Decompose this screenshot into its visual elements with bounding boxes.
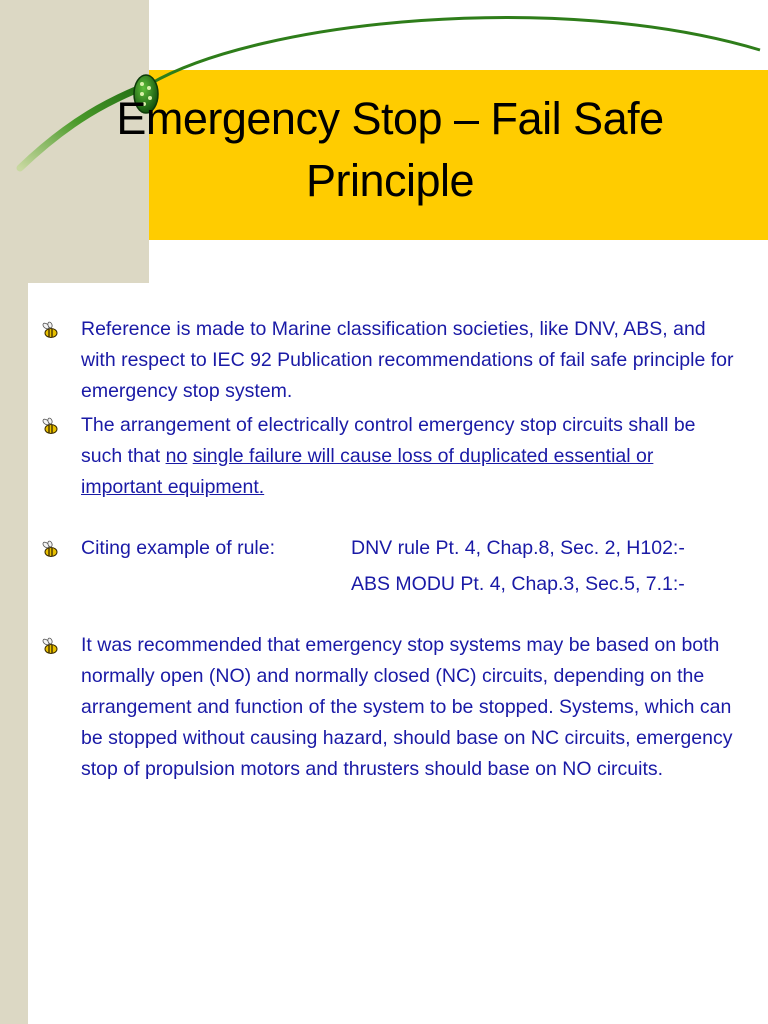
slide-title [60, 88, 720, 212]
bullet-text: The arrangement of electrically control emergency stop circuits shall be such that [81, 414, 696, 467]
citing-row-1 [81, 533, 740, 564]
dnv-rule-ref: DNV rule Pt. 4, Chap.8, Sec. 2, H102:- [351, 537, 685, 559]
title-line-2: Principle [305, 155, 475, 206]
title-line-1: Emergency Stop – Fail Safe [116, 93, 664, 144]
bullet-list [40, 314, 740, 785]
bullet-item-citing [40, 533, 740, 600]
bullet-item-reference [40, 314, 740, 407]
bee-bullet-icon [40, 539, 60, 559]
bullet-text: Reference is made to Marine classification societies, like DNV, ABS, and with respect to IEC 92 Publication recommendations of fail safe principle for emergency stop system. [81, 318, 734, 402]
bee-bullet-icon [40, 320, 60, 340]
bullet-text: It was recommended that emergency stop systems may be based on both normally open (NO) and normally closed (NC) circuits, depending on the arrangement and function of the system to be stopped. Systems, which can be stopped without causing hazard, should base on NC circuits, emergency stop of propulsion motors and thrusters should base on NO circuits. [81, 634, 733, 780]
bee-bullet-icon [40, 636, 60, 656]
underlined-no: no [165, 445, 188, 467]
abs-rule-ref: ABS MODU Pt. 4, Chap.3, Sec.5, 7.1:- [351, 573, 685, 595]
underlined-failure-text: single failure will cause loss of duplicated essential or important equipment. [81, 445, 654, 498]
bullet-item-arrangement [40, 410, 740, 503]
bee-bullet-icon [40, 416, 60, 436]
citing-row-2 [81, 569, 740, 600]
citing-label: Citing example of rule: [81, 537, 276, 559]
bullet-item-recommendation [40, 630, 740, 785]
